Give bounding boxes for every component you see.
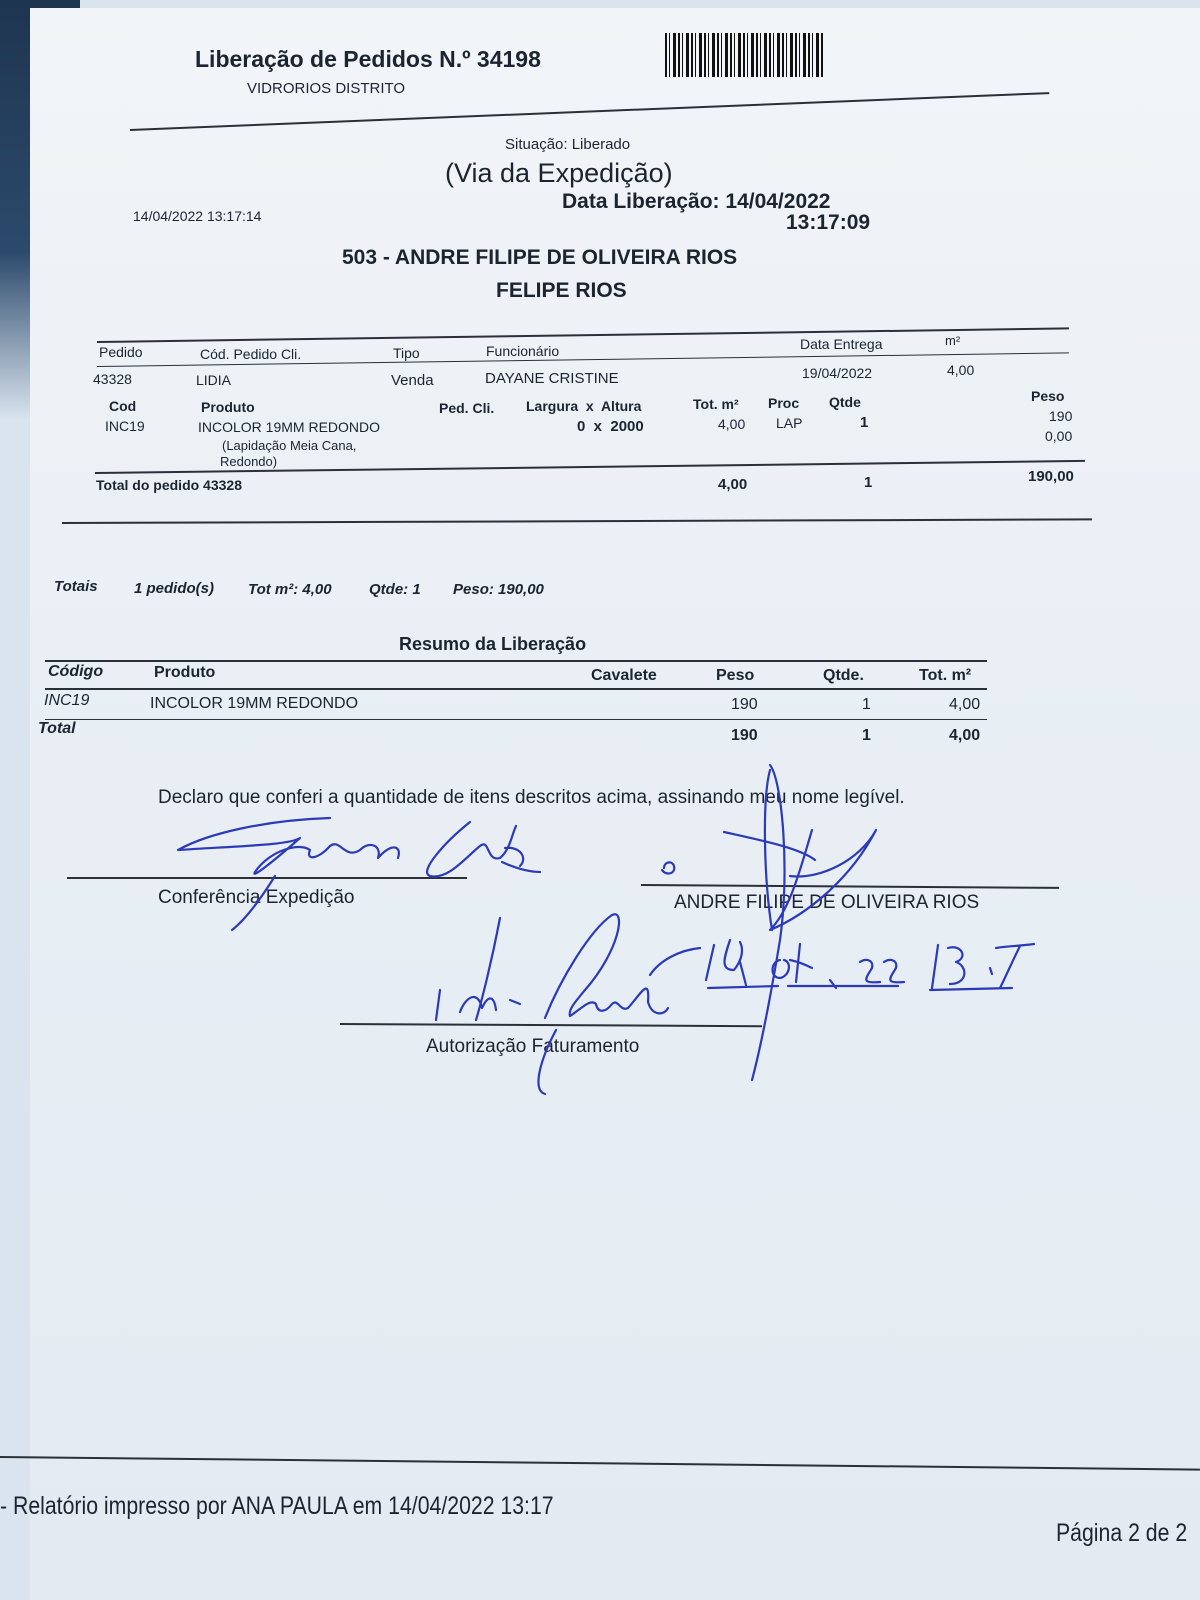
order-m2: 4,00 — [947, 362, 975, 378]
totals-m2: Tot m²: 4,00 — [248, 581, 332, 598]
item-produto: INCOLOR 19MM REDONDO — [198, 419, 381, 435]
printed-timestamp: 14/04/2022 13:17:14 — [133, 208, 262, 224]
item-dimensions: 0 x 2000 — [577, 418, 644, 435]
item-header-cod: Cod — [109, 398, 137, 414]
item-cod: INC19 — [105, 418, 145, 434]
summary-header-qtde: Qtde. — [823, 667, 864, 684]
summary-total-qtde: 1 — [862, 727, 871, 744]
item-proc: LAP — [776, 415, 803, 431]
item-qtde: 1 — [860, 414, 869, 431]
via-label: (Via da Expedição) — [445, 158, 673, 188]
summary-row-peso: 190 — [731, 696, 758, 713]
order-cod-cli: LIDIA — [196, 372, 232, 388]
col-header-data-entrega: Data Entrega — [800, 336, 883, 352]
col-header-tipo: Tipo — [393, 345, 420, 361]
summary-header-produto: Produto — [154, 664, 216, 681]
col-header-pedido: Pedido — [99, 344, 143, 360]
conferencia-signature-line — [67, 877, 467, 879]
summary-total-label: Total — [38, 720, 76, 737]
release-date: Data Liberação: 14/04/2022 — [562, 190, 831, 213]
summary-row-produto: INCOLOR 19MM REDONDO — [150, 695, 359, 712]
document-title: Liberação de Pedidos N.º 34198 — [195, 46, 541, 72]
summary-header-tot-m2: Tot. m² — [919, 667, 972, 684]
item-header-produto: Produto — [201, 399, 255, 415]
item-header-qtde: Qtde — [829, 394, 861, 410]
footer-page-number: Página 2 de 2 — [1056, 1519, 1188, 1547]
order-total-qtde: 1 — [864, 474, 873, 491]
item-description-line1: (Lapidação Meia Cana, — [222, 438, 357, 453]
item-tot-m2: 4,00 — [718, 416, 746, 432]
item-header-tot-m2: Tot. m² — [693, 396, 739, 412]
client-signature-name: ANDRE FILIPE DE OLIVEIRA RIOS — [674, 892, 980, 913]
situation-status: Situação: Liberado — [505, 136, 631, 153]
totals-pedidos: 1 pedido(s) — [134, 580, 215, 597]
client-nickname: FELIPE RIOS — [496, 279, 627, 302]
totals-qtde: Qtde: 1 — [369, 581, 421, 598]
order-total-peso: 190,00 — [1028, 468, 1074, 485]
item-peso: 190 — [1049, 408, 1073, 424]
barcode — [665, 33, 825, 77]
summary-top-border — [45, 660, 987, 662]
item-header-peso: Peso — [1031, 388, 1065, 404]
summary-row-qtde: 1 — [862, 696, 871, 713]
item-peso-secondary: 0,00 — [1045, 428, 1073, 444]
order-total-label: Total do pedido 43328 — [96, 477, 242, 493]
summary-total-tot-m2: 4,00 — [949, 727, 981, 744]
totals-peso: Peso: 190,00 — [453, 581, 544, 598]
item-header-proc: Proc — [768, 395, 800, 411]
summary-header-divider — [45, 688, 987, 690]
client-name: 503 - ANDRE FILIPE DE OLIVEIRA RIOS — [342, 246, 738, 269]
order-tipo: Venda — [391, 372, 434, 389]
summary-row-tot-m2: 4,00 — [949, 696, 981, 713]
autorizacao-label: Autorização Faturamento — [426, 1036, 640, 1057]
order-total-m2: 4,00 — [718, 476, 748, 493]
conferencia-label: Conferência Expedição — [158, 887, 355, 908]
summary-row-codigo: INC19 — [44, 692, 90, 709]
item-header-largura-altura: Largura x Altura — [526, 398, 642, 414]
summary-title: Resumo da Liberação — [399, 634, 587, 654]
footer-printed-by: - Relatório impresso por ANA PAULA em 14/04/2022 13:17 — [0, 1492, 554, 1520]
summary-total-peso: 190 — [731, 727, 758, 744]
order-data-entrega: 19/04/2022 — [802, 365, 873, 381]
order-pedido: 43328 — [93, 371, 132, 387]
summary-header-codigo: Código — [48, 663, 104, 680]
col-header-cod-pedido-cli: Cód. Pedido Cli. — [200, 346, 302, 362]
company-name: VIDRORIOS DISTRITO — [247, 80, 406, 97]
summary-row-divider — [45, 719, 987, 720]
item-header-ped-cli: Ped. Cli. — [439, 400, 495, 416]
release-time: 13:17:09 — [786, 211, 871, 234]
summary-header-peso: Peso — [716, 667, 755, 684]
declaration-text: Declaro que conferi a quantidade de itens descritos acima, assinando meu nome legível. — [158, 787, 905, 808]
col-header-funcionario: Funcionário — [486, 343, 560, 359]
item-description-line2: Redondo) — [220, 454, 278, 469]
col-header-m2: m² — [945, 333, 961, 348]
order-funcionario: DAYANE CRISTINE — [485, 370, 619, 387]
totals-label: Totais — [54, 578, 98, 595]
summary-header-cavalete: Cavalete — [591, 667, 657, 684]
